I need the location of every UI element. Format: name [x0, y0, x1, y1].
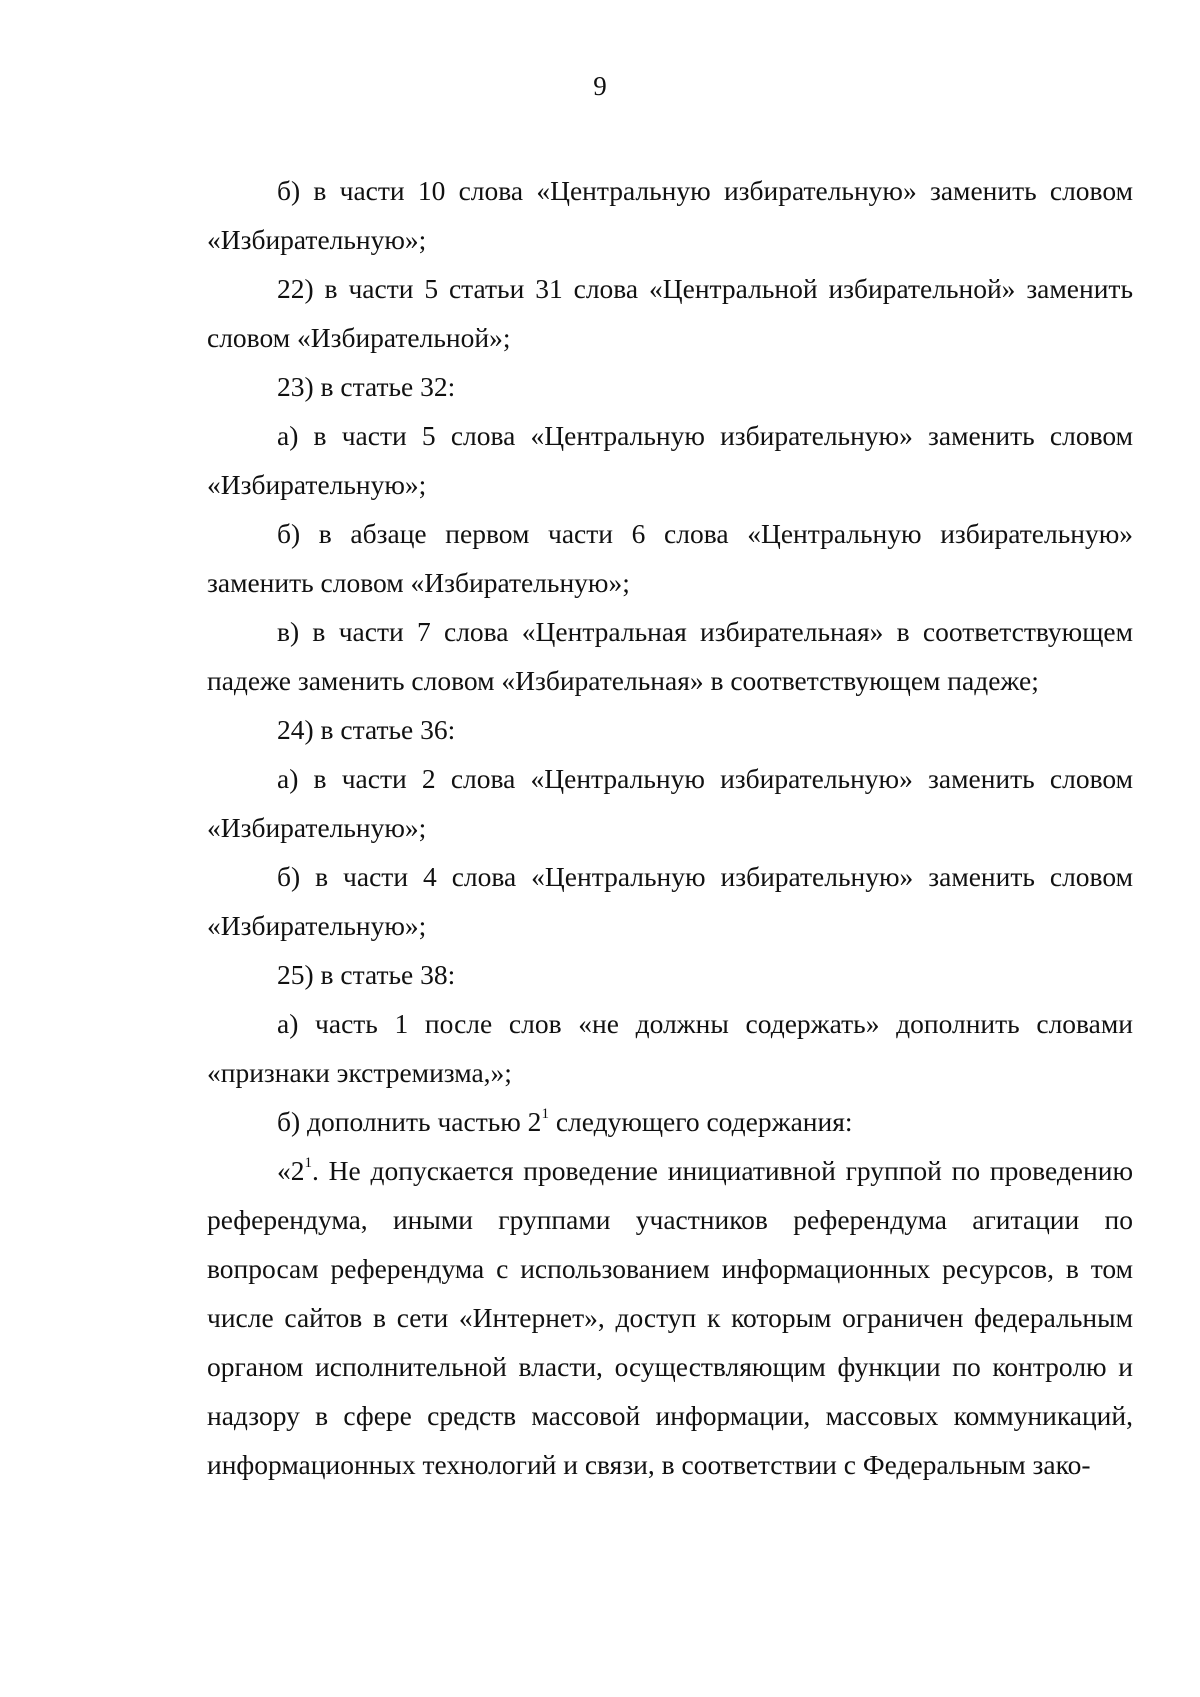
paragraph-text-after: . Не допускается проведение инициативной группой по проведению референдума, иными группами участников референдума агитации по вопросам референдума с использованием информационных ресурсов, в том числе сайтов в сети «Интернет», доступ к которым ограничен федеральным органом исполнительной власти, осуществляющим функции по контролю и надзору в сфере средств массовой информации, массовых коммуникаций, информационных технологий и связи, в соответствии с Федеральным зако- [207, 1155, 1133, 1480]
document-body [207, 166, 1133, 1489]
paragraph: 22) в части 5 статьи 31 слова «Центральной избирательной» заменить словом «Избирательной»; [207, 273, 1133, 353]
paragraph [207, 1097, 1133, 1146]
paragraph: в) в части 7 слова «Центральная избирательная» в соответствующем падеже заменить словом «Избирательная» в соответствующем падеже; [207, 616, 1133, 696]
page-number: 9 [593, 71, 607, 101]
paragraph: б) в абзаце первом части 6 слова «Центральную избирательную» заменить словом «Избирательную»; [207, 518, 1133, 598]
paragraph-text-after: следующего содержания: [548, 1106, 853, 1137]
paragraph: а) в части 2 слова «Центральную избирательную» заменить словом «Избирательную»; [207, 763, 1133, 843]
paragraph: 23) в статье 32: [277, 371, 456, 402]
paragraph: 24) в статье 36: [277, 714, 456, 745]
paragraph [207, 1146, 1133, 1489]
paragraph: б) в части 10 слова «Центральную избирательную» заменить словом «Избирательную»; [207, 175, 1133, 255]
paragraph: а) в части 5 слова «Центральную избирательную» заменить словом «Избирательную»; [207, 420, 1133, 500]
superscript: 1 [541, 1106, 549, 1122]
paragraph: б) в части 4 слова «Центральную избирательную» заменить словом «Избирательную»; [207, 861, 1133, 941]
superscript: 1 [304, 1155, 312, 1171]
paragraph: 25) в статье 38: [277, 959, 456, 990]
paragraph-text-before: «2 [277, 1155, 305, 1186]
paragraph-text-before: б) дополнить частью 2 [277, 1106, 542, 1137]
paragraph: а) часть 1 после слов «не должны содержать» дополнить словами «признаки экстремизма,»; [207, 1008, 1133, 1088]
